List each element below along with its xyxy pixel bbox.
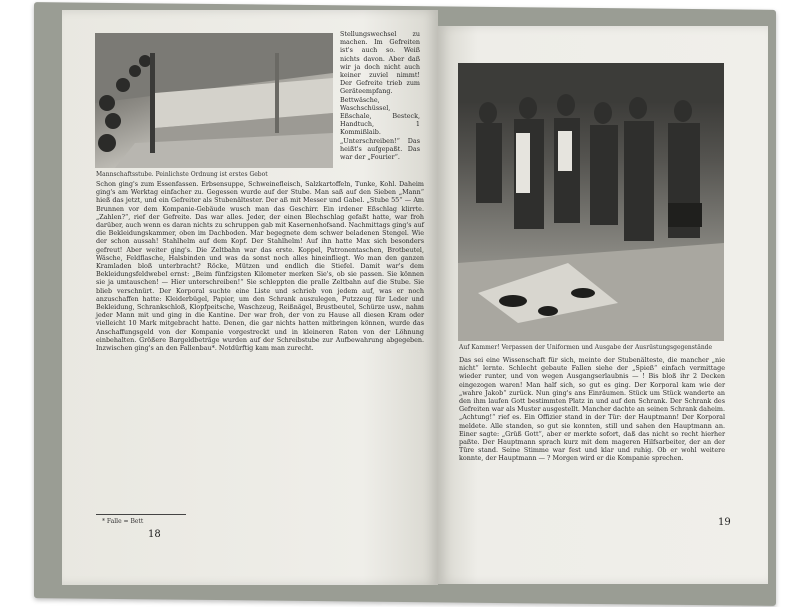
right-body-text [459,356,725,516]
barracks-illustration [95,33,333,168]
uniform-issue-illustration [458,63,724,341]
barracks-photo [95,33,333,168]
right-photo-caption: Auf Kammer! Verpassen der Uniformen und Ausgabe der Ausrüstungsgegenstände [459,344,713,351]
left-body-text [96,180,424,515]
side-column-text: Stellungswechsel zu machen. Im Gefreiten ist's auch so. Weiß nichts davon. Aber daß wir ja doch nicht auch keiner zuviel nimmt! Der Gefreite trieb zum Geräteempfang. Bettwäsche, Waschschüssel, Eßschale, Besteck, Handtuch, 1 Kommißlaib. „Unterschreiben!“ Das heißt's aufgepaßt. Das war der „Fourier“. [340,30,420,162]
left-photo-caption: Mannschaftsstube. Peinlichste Ordnung ist erstes Gebot [96,171,268,178]
footnote: * Falle = Bett [102,518,144,525]
footnote-rule [96,514,186,515]
right-body-paragraph: Das sei eine Wissenschaft für sich, meinte der Stubenälteste, die mancher „nie nicht“ lernte. Schlecht gebaute Fallen siehe der „Spieß“ einfach vermittage wieder runter, und von wegen Ausgangserlaubnis — ! Bis bloß ihr 2 Decken eingezogen waren! Man half sich, so gut es ging. Der Korporal kam wie der „wahre Jakob“ zurück. Nun ging's ans Einräumen. Stück um Stück wanderte an den ihm laufen Gott bestimmten Platz in und auf den Schrank. Der Schrank des Gefreiten war als Muster ausgestellt. Mancher dachte an seinen Schrank daheim. „Achtung!“ rief es. Ein Offizier stand in der Tür: der Hauptmann! Der Korporal meldete. Alle standen, so gut sie konnten, still und sahen den Hauptmann an. Einer sagte: „Grüß Gott“, aber er merkte sofort, daß das nicht so recht hierher paßte. Der Hauptmann sprach kurz mit dem mageren Hilfsarbeiter, der an der Türe stand. Seine Stimme war fest und klar und ruhig. Ob er wohl weitere konnte, der Hauptmann — ? Morgen wird er die Kompanie sprechen. [459,356,725,463]
left-body-paragraph: Schon ging's zum Essenfassen. Erbsensuppe, Schweinefleisch, Salzkartoffeln, Tunke, Kohl. Daheim ging's am Werktag einfacher zu. Gegessen wurde auf der Stube. Man saß auf den Sieben „Mann“ hieß das jetzt, und ein Gefreiter als Stubenältester. Der aß mit Messer und Gabel. „Stube 55“ — Am Brunnen vor dem Kompanie-Gebäude wusch man das Geschirr. Ein irdener Eßschlag klirrte. „Zahlen?“, rief der Gefreite. Das war alles. Jeder, der einen Blechschlag gefaßt hatte, war froh darüber, auch wenn es daran nichts zu schruppen gab mit Kasernenhofsand. Nachmittags ging's auf die Bekleidungskammer, oben im Dachboden. Mar begegnete dem schwer beladenen Stengel. Wie der schon aussah! Stahlhelm auf dem Kopf. Der Stahlhelm! Auf ihn hatte Max sich besonders gefreut! Aber weiter ging's. Die Zeltbahn war das erste. Koppel, Patronentaschen, Brotbeutel, Wäsche, Feldflasche, Halsbinden und was da sonst noch alles hineinfliegt. Wo man den ganzen Kramladen bloß unterbracht? Röcke, Mützen und endlich die Stiefel. Damit war's dem Bekleidungsfeldwebel ernst: „Beim fünfzigsten Kilometer merken Sie's, ob sie passen. Sie können sie ja umtauschen! — Hier unterschreiben!“ Sie schleppten die pralle Zeltbahn auf die Stube. Sie blieb verschnürt. Der Korporal suchte eine Liste und schrieb von jedem auf, was er noch anzuschaffen hatte: Kleiderbügel, Papier, um den Schrank auszulegen, Putzzeug für Leder und Bekleidung, Schrankschloß, Klopfpeitsche, Waschzeug, Reißnägel, Brustbeutel, Schürze usw., nahm jeder Mann mit und ging in die Kantine. Der war froh, der von zu Hause all diesen Kram oder vielleicht 10 Mark mitgebracht hatte. Denen, die gar nichts hatten mitbringen können, wurde das Anschaffungsgeld von der Kompanie vorgestreckt und in kleineren Raten von der Löhnung einbehalten. Größere Bargeldbeträge wurden auf der Schreibstube zur Aufbewahrung abgegeben. Inzwischen ging's an den Fallenbau*. Notdürftig kam man zurecht. [96,180,424,353]
uniform-issue-photo [458,63,724,341]
left-page-number: 18 [148,529,161,540]
left-side-column [340,30,420,190]
right-page-number: 19 [718,517,731,528]
